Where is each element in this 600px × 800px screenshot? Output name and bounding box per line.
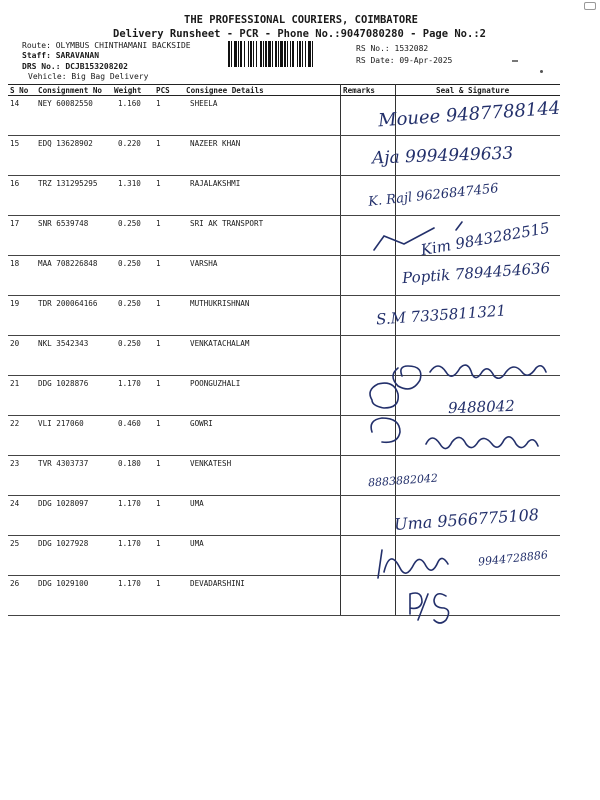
row-consignment-no: NEY 60082550 [36, 96, 112, 136]
ps-s [434, 594, 449, 623]
sig-vert [378, 550, 382, 578]
route-line: Route: OLYMBUS CHINTHAMANI BACKSIDE [22, 41, 191, 50]
row-pcs: 1 [154, 576, 184, 616]
row-consignee: UMA [184, 496, 341, 536]
row-sno: 23 [8, 456, 36, 496]
kim-stroke [374, 228, 434, 250]
row-sno: 15 [8, 136, 36, 176]
tamil-signature-1 [430, 365, 546, 378]
handwritten-signature: S.M 7335811321 [375, 301, 507, 329]
staff-line: Staff: SARAVANAN [22, 51, 100, 60]
row-consignee: DEVADARSHINI [184, 576, 341, 616]
row-consignee: VENKATESH [184, 456, 341, 496]
col-signature: Seal & Signature [396, 85, 561, 96]
col-consignee: Consignee Details [184, 85, 341, 96]
row-sno: 19 [8, 296, 36, 336]
row-consignee: SRI AK TRANSPORT [184, 216, 341, 256]
ps-p [410, 593, 422, 614]
col-sno: S No [8, 85, 36, 96]
row-pcs: 1 [154, 456, 184, 496]
row-weight: 0.250 [112, 296, 154, 336]
row-consignment-no: TDR 200064166 [36, 296, 112, 336]
row-consignment-no: MAA 708226848 [36, 256, 112, 296]
row-consignment-no: NKL 3542343 [36, 336, 112, 376]
row-pcs: 1 [154, 176, 184, 216]
row-sno: 22 [8, 416, 36, 456]
handwritten-signature: 9488042 [447, 396, 516, 418]
seal-scribble-3 [371, 418, 400, 442]
row-pcs: 1 [154, 296, 184, 336]
row-weight: 1.170 [112, 496, 154, 536]
row-consignee: VENKATACHALAM [184, 336, 341, 376]
col-pcs: PCS [154, 85, 184, 96]
row-pcs: 1 [154, 336, 184, 376]
handwritten-signature: Poptik 7894454636 [401, 258, 551, 288]
rs-date-line: RS Date: 09-Apr-2025 [356, 56, 453, 65]
row-consignment-no: DDG 1028097 [36, 496, 112, 536]
row-weight: 0.250 [112, 216, 154, 256]
rs-no-line: RS No.: 1532082 [356, 44, 429, 53]
row-pcs: 1 [154, 216, 184, 256]
handwritten-signature: Kim 9843282515 [419, 218, 552, 260]
vehicle-line: Vehicle: Big Bag Delivery [28, 72, 149, 81]
handwritten-signature: 9944728886 [477, 548, 549, 569]
row-consignment-no: DDG 1027928 [36, 536, 112, 576]
handwritten-signature: 8883882042 [367, 471, 439, 490]
row-sno: 25 [8, 536, 36, 576]
row-pcs: 1 [154, 96, 184, 136]
handwritten-signature: Mouee 9487788144 [377, 97, 561, 132]
row-weight: 1.170 [112, 376, 154, 416]
row-consignee: NAZEER KHAN [184, 136, 341, 176]
row-weight: 1.310 [112, 176, 154, 216]
row-weight: 0.250 [112, 336, 154, 376]
row-consignment-no: TVR 4303737 [36, 456, 112, 496]
col-consignment: Consignment No [36, 85, 112, 96]
row-pcs: 1 [154, 376, 184, 416]
row-pcs: 1 [154, 496, 184, 536]
tamil-signature-2 [426, 437, 538, 449]
drs-line: DRS No.: DCJB153208202 [22, 62, 128, 71]
row-weight: 0.220 [112, 136, 154, 176]
col-weight: Weight [112, 85, 154, 96]
row-pcs: 1 [154, 536, 184, 576]
row-consignee: SHEELA [184, 96, 341, 136]
row-sno: 24 [8, 496, 36, 536]
row-consignment-no: DDG 1028876 [36, 376, 112, 416]
row-consignee: VARSHA [184, 256, 341, 296]
col-remarks: Remarks [341, 85, 396, 96]
row-weight: 0.250 [112, 256, 154, 296]
row-consignee: RAJALAKSHMI [184, 176, 341, 216]
row-weight: 0.180 [112, 456, 154, 496]
row-weight: 1.170 [112, 536, 154, 576]
row-consignment-no: DDG 1029100 [36, 576, 112, 616]
row-sno: 14 [8, 96, 36, 136]
row-weight: 0.460 [112, 416, 154, 456]
row-consignee: GOWRI [184, 416, 341, 456]
row-sno: 26 [8, 576, 36, 616]
row-pcs: 1 [154, 256, 184, 296]
seal-scribble-1 [393, 366, 421, 389]
row-consignment-no: EDQ 13628902 [36, 136, 112, 176]
handwritten-signature: Uma 9566775108 [393, 504, 540, 535]
row-consignee: POONGUZHALI [184, 376, 341, 416]
row-pcs: 1 [154, 136, 184, 176]
runsheet-title: Delivery Runsheet - PCR - Phone No.:9047080280 - Page No.:2 [113, 28, 486, 40]
row-pcs: 1 [154, 416, 184, 456]
tamil-signature-3 [384, 558, 448, 573]
row-weight: 1.170 [112, 576, 154, 616]
row-weight: 1.160 [112, 96, 154, 136]
seal-scribble-2 [370, 383, 398, 408]
row-sno: 18 [8, 256, 36, 296]
handwritten-signature: K. Rajl 9626847456 [367, 181, 500, 210]
row-sno: 21 [8, 376, 36, 416]
company-title: THE PROFESSIONAL COURIERS, COIMBATORE [184, 14, 418, 26]
row-sno: 20 [8, 336, 36, 376]
row-consignment-no: TRZ 131295295 [36, 176, 112, 216]
row-consignment-no: SNR 6539748 [36, 216, 112, 256]
row-consignment-no: VLI 217060 [36, 416, 112, 456]
kim-tick [456, 222, 462, 230]
handwritten-signature: Aja 9994949633 [371, 143, 514, 169]
row-consignee: UMA [184, 536, 341, 576]
row-sno: 16 [8, 176, 36, 216]
row-sno: 17 [8, 216, 36, 256]
row-consignee: MUTHUKRISHNAN [184, 296, 341, 336]
